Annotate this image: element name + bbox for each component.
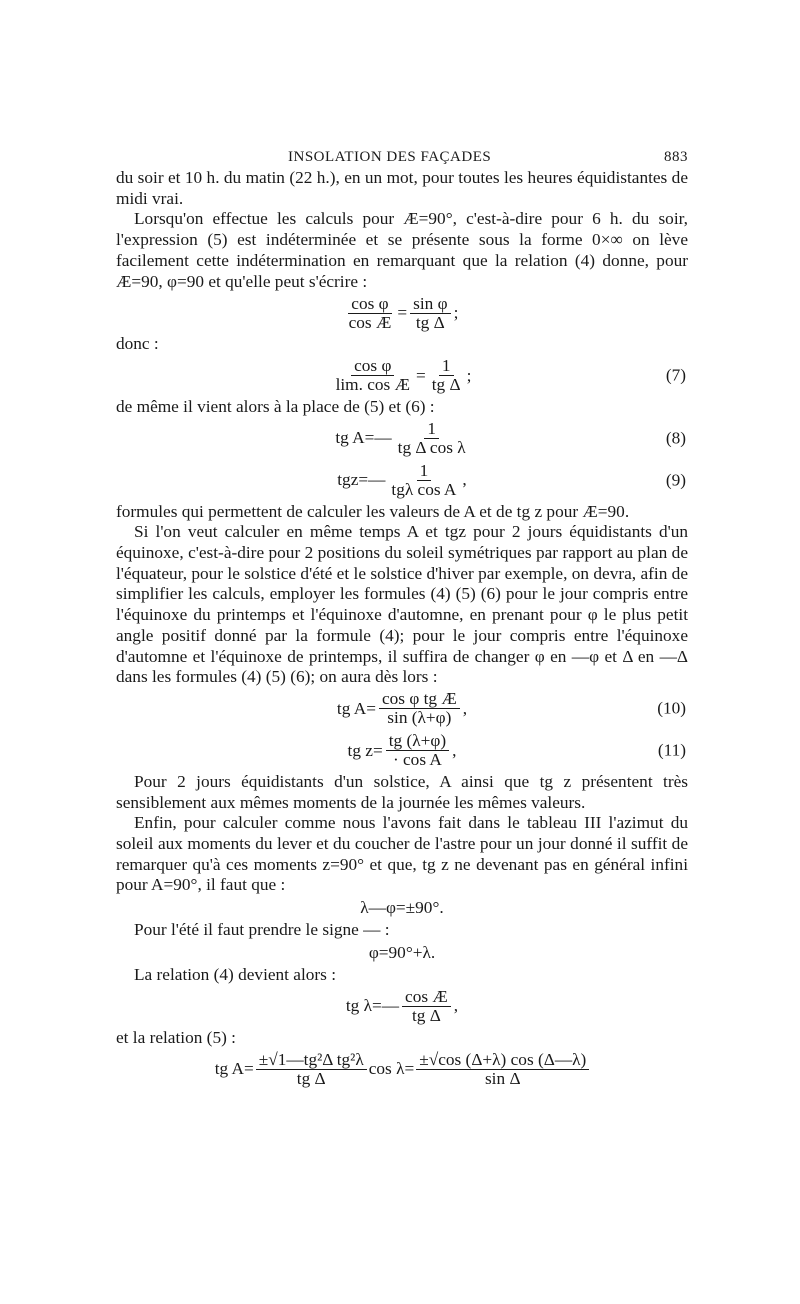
- paragraph: Lorsqu'on effectue les calculs pour Æ=90°, c'est-à-dire pour 6 h. du soir, l'expression (5) est indéterminée et se présente sous la forme 0×∞ on lève facilement cette indétermination en remarquant que la relation (4) donne, pour Æ=90, φ=90 et qu'elle peut s'écrire :: [116, 209, 688, 291]
- equation-number: (7): [665, 365, 686, 385]
- eq-numerator: 1: [424, 420, 439, 439]
- eq-numerator: cos φ tg Æ: [379, 690, 460, 709]
- equation-11: [116, 730, 688, 772]
- eq-denominator: lim. cos Æ: [335, 375, 410, 395]
- eq-lhs: tg λ=—: [345, 996, 400, 1016]
- paragraph: Pour l'été il faut prendre le signe — :: [134, 920, 390, 940]
- equation: [116, 941, 688, 965]
- paragraph: de même il vient alors à la place de (5) et (6) :: [116, 396, 435, 416]
- paragraph: Pour 2 jours équidistants d'un solstice, A ainsi que tg z présentent très sensiblement aux mêmes moments de la journée les mêmes valeurs.: [116, 771, 688, 812]
- eq-punct: ,: [462, 698, 468, 718]
- eq-punct: ,: [453, 996, 459, 1016]
- eq-denominator: tg Δ: [431, 375, 461, 395]
- page-number: 883: [664, 149, 688, 165]
- eq-denominator: cos Æ: [348, 312, 392, 332]
- equation: [116, 896, 688, 920]
- paragraph: donc :: [116, 334, 159, 354]
- eq-punct: ,: [462, 470, 467, 490]
- eq-lhs: tg A=: [336, 698, 376, 718]
- eq-denominator: tgλ cos A: [391, 480, 457, 500]
- paragraph: et la relation (5) :: [116, 1027, 236, 1047]
- eq-numerator: 1: [417, 462, 432, 481]
- paragraph: formules qui permettent de calculer les valeurs de A et de tg z pour Æ=90.: [116, 501, 630, 521]
- paragraph: Si l'on veut calculer en même temps A et tgz pour 2 jours équidistants d'un équinoxe, c'est-à-dire pour 2 positions du soleil symétriques par rapport au plan de l'équateur, pour le solstice d'été et le solstice d'hiver par exemple, on devra, afin de simplifier les calculs, employer les formules (4) (5) (6) pour le jour compris entre l'équinoxe du printemps et l'équinoxe d'automne, en prenant pour φ le plus petit angle positif donné par la formule (4); pour le jour compris entre l'équinoxe d'automne et l'équinoxe de printemps, il suffira de changer φ en —φ et Δ en —Δ dans les formules (4) (5) (6); on aura dès lors :: [116, 522, 688, 687]
- eq-numerator: cos Æ: [402, 988, 451, 1007]
- equation-number: (9): [665, 470, 686, 490]
- eq-denominator: sin (λ+φ): [387, 708, 452, 728]
- eq-sign: =: [397, 302, 408, 322]
- paragraph: Enfin, pour calculer comme nous l'avons fait dans le tableau III l'azimut du soleil aux moments du lever et du coucher de l'astre pour un jour donné il suffit de remarquer qu'à ces moments z=90° et que, tg z ne devenant pas en général infini pour A=90°, il faut que :: [116, 813, 688, 895]
- eq-numerator: 1: [439, 357, 454, 376]
- eq-numerator: ±√1—tg²Δ tg²λ: [256, 1051, 367, 1070]
- page-title: INSOLATION DES FAÇADES: [288, 149, 492, 165]
- equation-number: (11): [657, 740, 686, 760]
- eq-text: φ=90°+λ.: [368, 942, 436, 962]
- eq-sign: =: [415, 365, 426, 385]
- equation: [116, 1048, 688, 1090]
- eq-denominator: sin Δ: [484, 1068, 521, 1088]
- eq-numerator: ±√cos (Δ+λ) cos (Δ—λ): [416, 1051, 589, 1070]
- eq-punct: ;: [453, 302, 459, 322]
- eq-numerator: tg (λ+φ): [386, 732, 449, 751]
- eq-denominator: tg Δ cos λ: [397, 438, 466, 458]
- equation-number: (10): [657, 698, 686, 718]
- equation: [116, 292, 688, 334]
- eq-lhs: tg A=—: [335, 428, 392, 448]
- eq-numerator: sin φ: [410, 295, 450, 314]
- paragraph: La relation (4) devient alors :: [134, 964, 337, 984]
- paragraph: du soir et 10 h. du matin (22 h.), en un mot, pour toutes les heures équidistantes de midi vrai.: [116, 168, 688, 208]
- eq-lhs: tg z=: [347, 740, 383, 760]
- eq-mid: cos λ=: [368, 1058, 415, 1078]
- eq-text: λ—φ=±90°.: [360, 897, 444, 917]
- eq-denominator: tg Δ: [411, 1006, 441, 1026]
- equation: [116, 986, 688, 1028]
- equation-9: [116, 460, 688, 502]
- eq-numerator: cos φ: [351, 357, 394, 376]
- eq-denominator: tg Δ: [415, 312, 445, 332]
- equation-7: [116, 355, 688, 397]
- document-page: [116, 142, 688, 1090]
- running-header: [116, 142, 688, 168]
- eq-denominator: · cos A: [392, 750, 442, 770]
- equation-8: [116, 418, 688, 460]
- equation-number: (8): [665, 428, 686, 448]
- eq-lhs: tg A=: [214, 1058, 254, 1078]
- eq-lhs: tgz=—: [337, 470, 386, 490]
- eq-denominator: tg Δ: [296, 1068, 326, 1088]
- eq-punct: ;: [466, 365, 472, 385]
- eq-punct: ,: [452, 740, 457, 760]
- eq-numerator: cos φ: [348, 295, 391, 314]
- equation-10: [116, 688, 688, 730]
